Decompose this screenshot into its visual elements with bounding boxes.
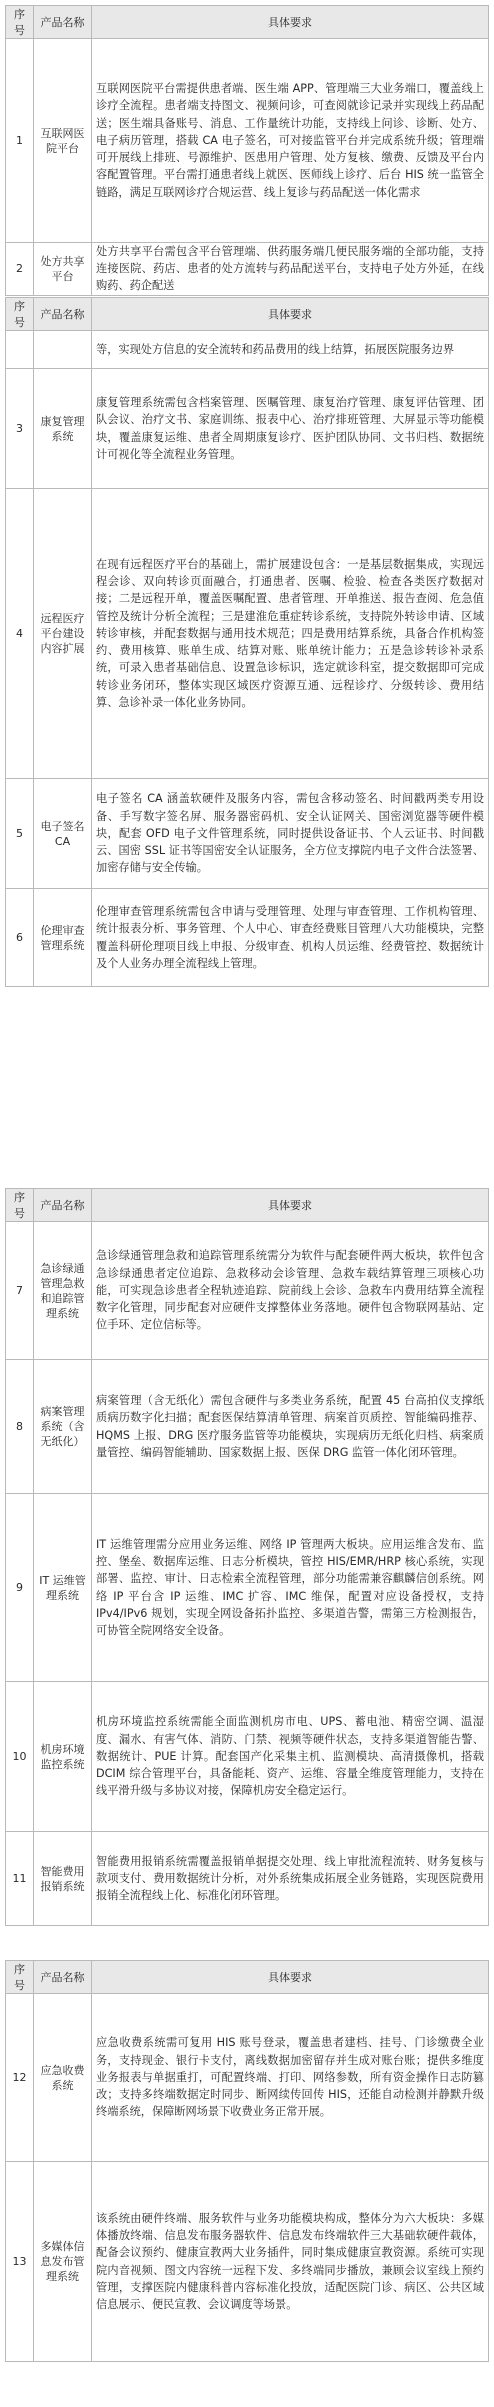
table-row: [6, 1222, 489, 1360]
table-header-row: [6, 1961, 489, 1994]
header-requirements: 具体要求: [92, 6, 489, 39]
row-index: 1: [6, 39, 34, 243]
row-requirements: 伦理审查管理系统需包含申请与受理管理、处理与审查管理、工作机构管理、统计报表分析、事务管理、个人中心、审查经费账目管理八大功能模块，完整覆盖科研伦理项目线上申报、分级审查、机构人员运维、经费管控、数据统计及个人业务办理全流程线上管理。: [92, 889, 489, 987]
table-row: [6, 1832, 489, 1926]
row-index: 6: [6, 889, 34, 987]
row-product-name: 应急收费系统: [34, 1994, 92, 2162]
header-requirements: 具体要求: [92, 1961, 489, 1994]
table-row: [6, 369, 489, 489]
table-row: [6, 2162, 489, 2362]
row-requirements: 康复管理系统需包含档案管理、医嘱管理、康复治疗管理、康复评估管理、团队会议、治疗文书、家庭训练、报表中心、治疗排班管理、大屏显示等功能模块，覆盖康复运维、患者全周期康复诊疗、医护团队协同、文书归档、数据统计可视化等全流程业务管理。: [92, 369, 489, 489]
table-row: [6, 779, 489, 889]
spec-table-block: [5, 1188, 489, 1926]
header-product-name: 产品名称: [34, 6, 92, 39]
row-product-name: 互联网医院平台: [34, 39, 92, 243]
header-index: 序号: [6, 298, 34, 331]
row-requirements: 急诊绿通管理急救和追踪管理系统需分为软件与配套硬件两大板块，软件包含急诊绿通患者定位追踪、急救移动会诊管理、急救车载结算管理三项核心功能，可实现急诊患者全程轨迹追踪、院前线上会诊、急救车内费用结算全流程数字化管理，同步配套对应硬件支撑整体业务落地。硬件包含物联网基站、定位手环、定位信标等。: [92, 1222, 489, 1360]
row-index: 13: [6, 2162, 34, 2362]
header-index: 序号: [6, 1189, 34, 1222]
table-row: [6, 1994, 489, 2162]
row-product-name: IT 运维管理系统: [34, 1494, 92, 1682]
spec-table-block: [5, 297, 489, 987]
row-index: 10: [6, 1682, 34, 1832]
spec-table-block: [5, 1960, 489, 2362]
row-index: 5: [6, 779, 34, 889]
row-requirements: 互联网医院平台需提供患者端、医生端 APP、管理端三大业务端口，覆盖线上诊疗全流程。患者端支持图文、视频问诊，可查阅就诊记录并实现线上药品配送；医生端具备账号、消息、工作量统计功能，支持线上问诊、诊断、处方、电子病历管理，搭载 CA 电子签名，可对接监管平台并完成系统升级；管理端可开展线上排班、号源维护、医患用户管理、处方复核、缴费、反馈及平台内容配置管理。平台需打通患者线上就医、医师线上诊疗、后台 HIS 统一监管全链路，满足互联网诊疗合规运营、线上复诊与药品配送一体化需求: [92, 39, 489, 243]
row-index: 7: [6, 1222, 34, 1360]
table-row: [6, 1360, 489, 1494]
row-index: 3: [6, 369, 34, 489]
header-requirements: 具体要求: [92, 1189, 489, 1222]
row-product-name: 多媒体信息发布管理系统: [34, 2162, 92, 2362]
header-product-name: 产品名称: [34, 1961, 92, 1994]
table-row: [6, 39, 489, 243]
row-requirements: 机房环境监控系统需能全面监测机房市电、UPS、蓄电池、精密空调、温湿度、漏水、有害气体、消防、门禁、视频等硬件状态，支持多渠道智能告警、数据统计、PUE 计算。配套国产化采集主机、监测模块、高清摄像机，搭载 DCIM 综合管理平台，具备能耗、资产、运维、容量全维度管理能力，支持在线平滑升级与多协议对接，保障机房安全稳定运行。: [92, 1682, 489, 1832]
row-requirements: 处方共享平台需包含平台管理端、供药服务端几便民服务端的全部功能，支持连接医院、药店、患者的处方流转与药品配送平台，支持电子处方外延，在线购药、药企配送: [92, 243, 489, 296]
row-product-name: 电子签名 CA: [34, 779, 92, 889]
header-index: 序号: [6, 6, 34, 39]
table-row: [6, 1494, 489, 1682]
row-product-name: 远程医疗平台建设内容扩展: [34, 489, 92, 779]
row-product-name: 机房环境监控系统: [34, 1682, 92, 1832]
header-product-name: 产品名称: [34, 298, 92, 331]
spec-table-block: [5, 5, 489, 296]
row-requirements: 该系统由硬件终端、服务软件与业务功能模块构成，整体分为六大板块：多媒体播放终端、信息发布服务器软件、信息发布终端软件三大基础软硬件载体，配备会议预约、健康宣教两大业务插件，同时集成健康宣教资源。系统可实现院内音视频、图文内容统一远程下发、多终端同步播放，兼顾会议室线上预约管理，支撑医院内健康科普内容标准化投放，适配医院门诊、病区、公共区域信息展示、便民宣教、会议调度等场景。: [92, 2162, 489, 2362]
header-index: 序号: [6, 1961, 34, 1994]
row-index: 2: [6, 243, 34, 296]
header-product-name: 产品名称: [34, 1189, 92, 1222]
row-requirements: 在现有远程医疗平台的基础上，需扩展建设包含：一是基层数据集成，实现远程会诊、双向转诊页面融合，打通患者、医嘱、检验、检查各类医疗数据对接；二是远程开单，覆盖医嘱配置、患者管理、开单推送、报告查阅、危急值管控及统计分析全流程；三是建淮危重症转诊系统，支持院外转诊申请、区域转诊审核，并配套数据与通用技术规范；四是费用结算系统，具备合作机构签约、费用核算、账单生成、结算对账、账单统计能力；五是急诊转诊补录系统，可录入患者基础信息、设置急诊标识，选定就诊科室，提交数据即可完成转诊业务闭环，整体实现区域医疗资源互通、远程诊疗、分级转诊、费用结算、急诊补录一体化业务协同。: [92, 489, 489, 779]
row-requirements: IT 运维管理需分应用业务运维、网络 IP 管理两大板块。应用运维含发布、监控、堡垒、数据库运维、日志分析模块，管控 HIS/EMR/HRP 核心系统，实现部署、监控、审计、日志检索全流程管理，部分功能需兼容麒麟信创系统。网络 IP 平台含 IP 运维、IMC 扩容、IMC 维保，配置对应设备授权，支持 IPv4/IPv6 规划，实现全网设备拓扑监控、多渠道告警，需第三方检测报告，可协管全院网络安全设备。: [92, 1494, 489, 1682]
row-requirements: 病案管理（含无纸化）需包含硬件与多类业务系统，配置 45 台高拍仪支撑纸质病历数字化扫描；配套医保结算清单管理、病案首页质控、智能编码推荐、HQMS 上报、DRG 医疗服务监管等功能模块，实现病历无纸化归档、病案质量管控、编码智能辅助、国家数据上报、医保 DRG 监管一体化闭环管理。: [92, 1360, 489, 1494]
header-requirements: 具体要求: [92, 298, 489, 331]
row-index: 12: [6, 1994, 34, 2162]
row-product-name: 康复管理系统: [34, 369, 92, 489]
row-product-name: [34, 331, 92, 369]
row-requirements: 电子签名 CA 涵盖软硬件及服务内容，需包含移动签名、时间戳两类专用设备、手写数字签名屏、服务器密码机、安全认证网关、国密浏览器等硬件模块，配套 OFD 电子文件管理系统，同时提供设备证书、个人云证书、时间戳云、国密 SSL 证书等国密安全认证服务，全方位支撑院内电子文件合法签署、加密存储与安全传输。: [92, 779, 489, 889]
row-product-name: 智能费用报销系统: [34, 1832, 92, 1926]
row-product-name: 伦理审查管理系统: [34, 889, 92, 987]
row-requirements: 应急收费系统需可复用 HIS 账号登录，覆盖患者建档、挂号、门诊缴费全业务，支持现金、银行卡支付，离线数据加密留存并生成对账台账；提供多维度业务报表与单据重打，可配置终端、打印、网络参数，所有资金操作日志防篡改；支持多终端数据定时同步、断网续传回传 HIS，还能自动检测并静默升级终端系统，保障断网场景下收费业务正常开展。: [92, 1994, 489, 2162]
row-index: 11: [6, 1832, 34, 1926]
row-product-name: 病案管理系统（含无纸化）: [34, 1360, 92, 1494]
table-row: [6, 243, 489, 296]
row-index: [6, 331, 34, 369]
table-row: [6, 1682, 489, 1832]
row-product-name: 急诊绿通管理急救和追踪管理系统: [34, 1222, 92, 1360]
table-header-row: [6, 1189, 489, 1222]
table-header-row: [6, 6, 489, 39]
row-index: 8: [6, 1360, 34, 1494]
row-requirements: 等，实现处方信息的安全流转和药品费用的线上结算，拓展医院服务边界: [92, 331, 489, 369]
row-requirements: 智能费用报销系统需覆盖报销单据提交处理、线上审批流程流转、财务复核与款项支付、费用数据统计分析，对外系统集成拓展全业务链路，实现医院费用报销全流程线上化、标准化闭环管理。: [92, 1832, 489, 1926]
row-index: 9: [6, 1494, 34, 1682]
table-row: [6, 489, 489, 779]
table-row: [6, 889, 489, 987]
table-header-row: [6, 298, 489, 331]
row-product-name: 处方共享平台: [34, 243, 92, 296]
table-row: [6, 331, 489, 369]
row-index: 4: [6, 489, 34, 779]
